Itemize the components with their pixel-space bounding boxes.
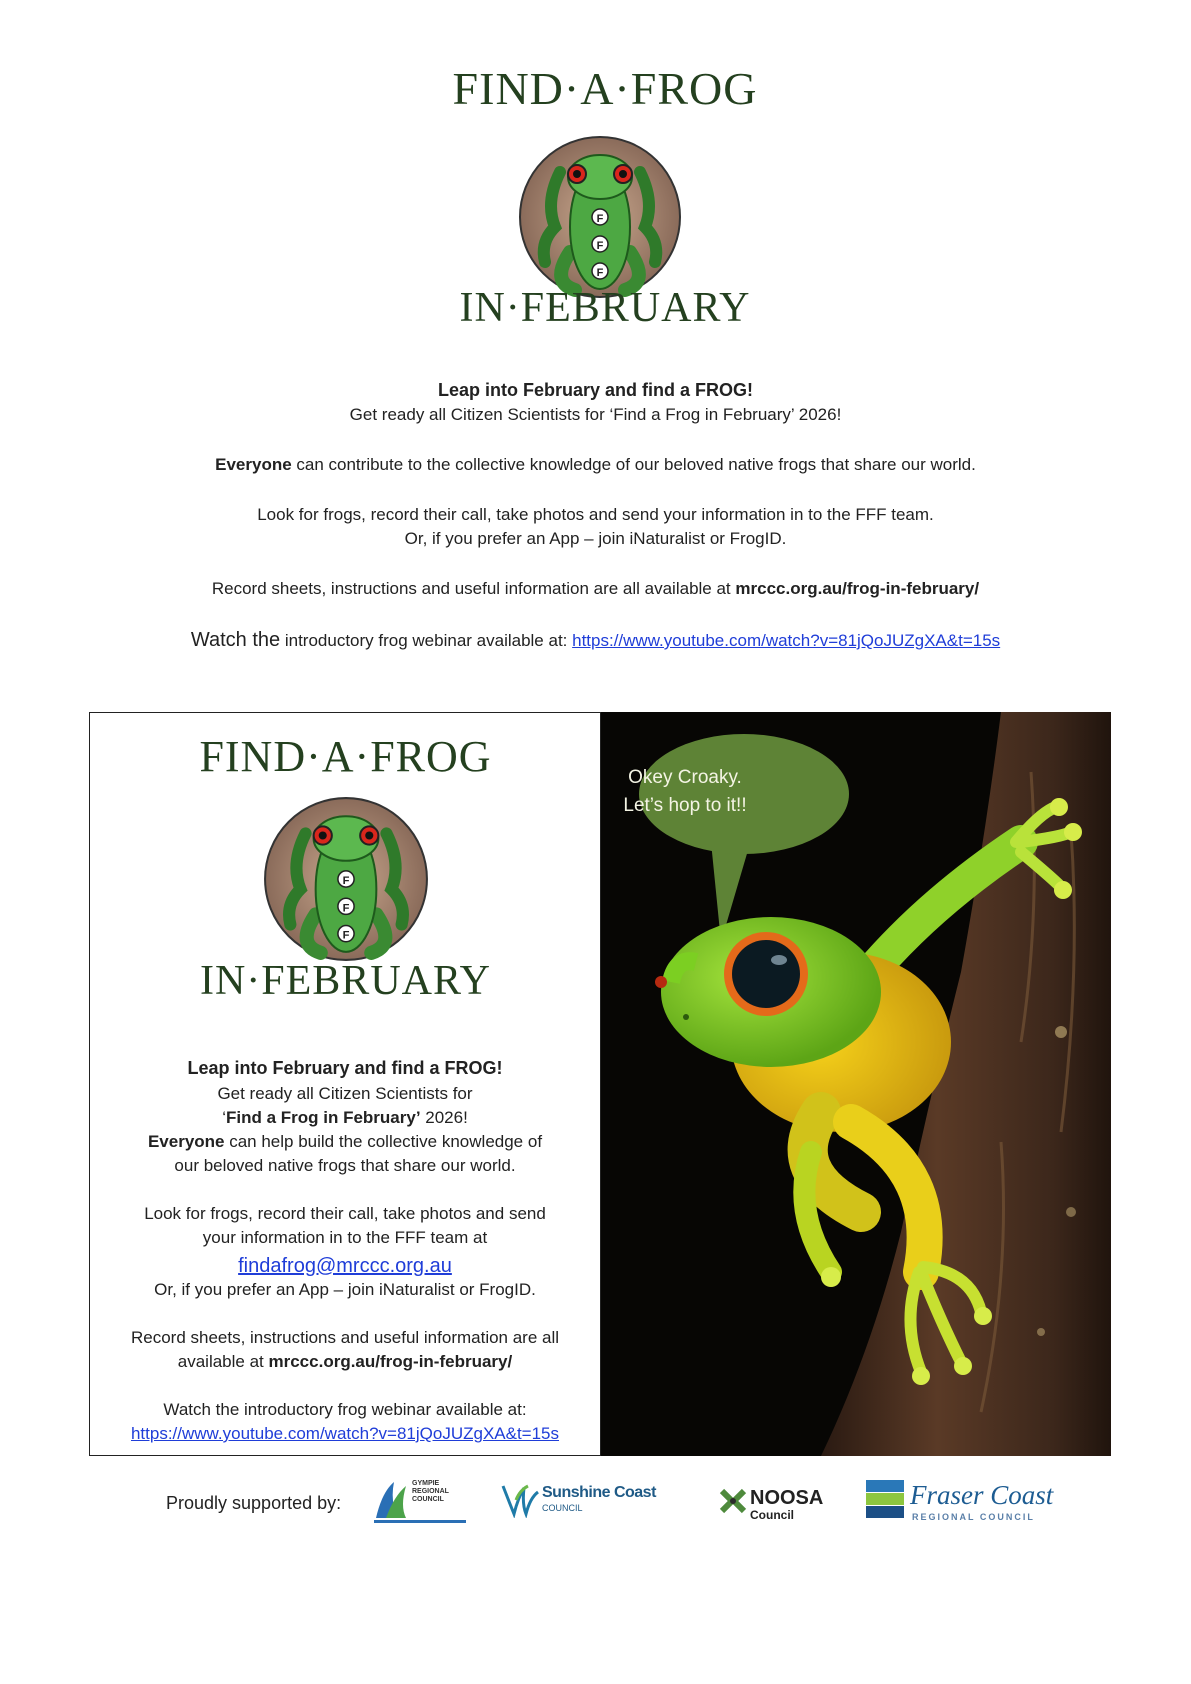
sunshine-coast-council-logo <box>500 1478 670 1518</box>
flyer-everyone <box>90 1132 600 1152</box>
noosa-name: NOOSA <box>750 1487 824 1509</box>
frog-photo <box>601 712 1111 1456</box>
frog-emblem-icon <box>260 793 432 965</box>
speech-bubble-text <box>585 764 785 820</box>
flyer-record-line2 <box>90 1352 600 1372</box>
tree-frog-illustration <box>601 712 1111 1456</box>
flyer-ready-bold: Find a Frog in February’ <box>225 1108 421 1127</box>
noosa-council-logo <box>718 1487 838 1523</box>
gympie-text: GYMPIE REGIONAL COUNCIL <box>412 1480 449 1503</box>
flyer-webinar-link[interactable]: https://www.youtube.com/watch?v=81jQoJUZgXA&t=15s <box>130 1424 560 1443</box>
flyer-record-line1: Record sheets, instructions and useful information are all <box>130 1328 560 1347</box>
intro-everyone <box>80 455 1111 475</box>
frog-emblem-icon <box>515 132 685 302</box>
record-url[interactable]: mrccc.org.au/frog-in-february/ <box>735 579 980 598</box>
svg-text:F: F <box>342 902 350 915</box>
flyer-everyone-bold: Everyone <box>147 1132 225 1151</box>
flyer-everyone-line2: our beloved native frogs that share our world. <box>174 1156 516 1175</box>
webinar-link[interactable]: https://www.youtube.com/watch?v=81jQoJUZgXA&t=15s <box>572 631 1001 650</box>
headline: Leap into February and find a FROG! <box>437 380 754 400</box>
logo-title-in-february-small: IN·FEBRUARY <box>199 958 492 1004</box>
logo-title-find-a-frog-small: FIND·A·FROG <box>199 732 492 781</box>
flyer-webinar-line <box>90 1424 600 1444</box>
svg-text:F: F <box>342 875 350 888</box>
flyer-record-url[interactable]: mrccc.org.au/frog-in-february/ <box>268 1352 513 1371</box>
watch-rest: introductory frog webinar available at: <box>280 631 573 650</box>
svg-text:F: F <box>596 267 604 279</box>
find-a-frog-logo-small <box>168 731 523 1004</box>
intro-app: Or, if you prefer an App – join iNaturalist or FrogID. <box>404 529 787 548</box>
fraser-coast-council-logo <box>866 1480 1056 1526</box>
svg-text:F: F <box>596 213 604 225</box>
sunshine-coast-sub: COUNCIL <box>542 1503 583 1513</box>
flyer-email-line <box>90 1255 600 1278</box>
flyer-record-prefix: available at <box>177 1352 269 1371</box>
bubble-line1: Okey Croaky. <box>628 767 742 788</box>
flyer-watch: Watch the introductory frog webinar available at: <box>163 1400 527 1419</box>
flyer-ready-line2 <box>90 1108 600 1128</box>
flyer-ready-line1: Get ready all Citizen Scientists for <box>217 1084 473 1103</box>
fraser-coast-name: Fraser Coast <box>910 1480 1054 1510</box>
supported-by-label: Proudly supported by: <box>166 1493 342 1513</box>
fraser-coast-sub: REGIONAL COUNCIL <box>912 1512 1035 1522</box>
noosa-sub: Council <box>750 1508 794 1522</box>
intro-watch <box>80 629 1111 652</box>
quote-open: ‘ <box>222 1108 226 1127</box>
sunshine-coast-icon <box>500 1478 540 1518</box>
everyone-bold: Everyone <box>215 455 292 474</box>
flyer <box>89 712 1111 1456</box>
svg-text:F: F <box>596 240 604 252</box>
svg-text:F: F <box>342 929 350 942</box>
flyer-headline: Leap into February and find a FROG! <box>187 1058 503 1078</box>
flyer-everyone-rest: can help build the collective knowledge of <box>224 1132 543 1151</box>
noosa-icon <box>718 1487 748 1517</box>
flyer-look-line2: your information in to the FFF team at <box>202 1228 488 1247</box>
intro-record <box>80 579 1111 599</box>
logo-title-in-february: IN·FEBRUARY <box>459 285 751 331</box>
find-a-frog-logo <box>420 62 790 332</box>
record-prefix: Record sheets, instructions and useful information are all available at <box>211 579 736 598</box>
intro-ready: Get ready all Citizen Scientists for ‘Find a Frog in February’ 2026! <box>349 405 842 424</box>
watch-word: Watch the <box>190 629 281 651</box>
flyer-text-panel <box>89 712 601 1456</box>
everyone-rest: can contribute to the collective knowledge of our beloved native frogs that share our world. <box>291 455 976 474</box>
flyer-app: Or, if you prefer an App – join iNaturalist or FrogID. <box>154 1280 536 1299</box>
sunshine-coast-name: Sunshine Coast <box>542 1484 656 1501</box>
logo-title-find-a-frog: FIND·A·FROG <box>452 63 758 114</box>
gympie-council-logo <box>372 1472 468 1528</box>
email-link[interactable]: findafrog@mrccc.org.au <box>238 1255 452 1277</box>
bubble-line2: Let’s hop to it!! <box>623 795 747 816</box>
flyer-ready-year: 2026! <box>420 1108 468 1127</box>
fraser-coast-icon <box>866 1480 904 1518</box>
intro-look: Look for frogs, record their call, take photos and send your information in to the FFF team. <box>257 505 934 524</box>
flyer-look-line1: Look for frogs, record their call, take photos and send <box>144 1204 546 1223</box>
